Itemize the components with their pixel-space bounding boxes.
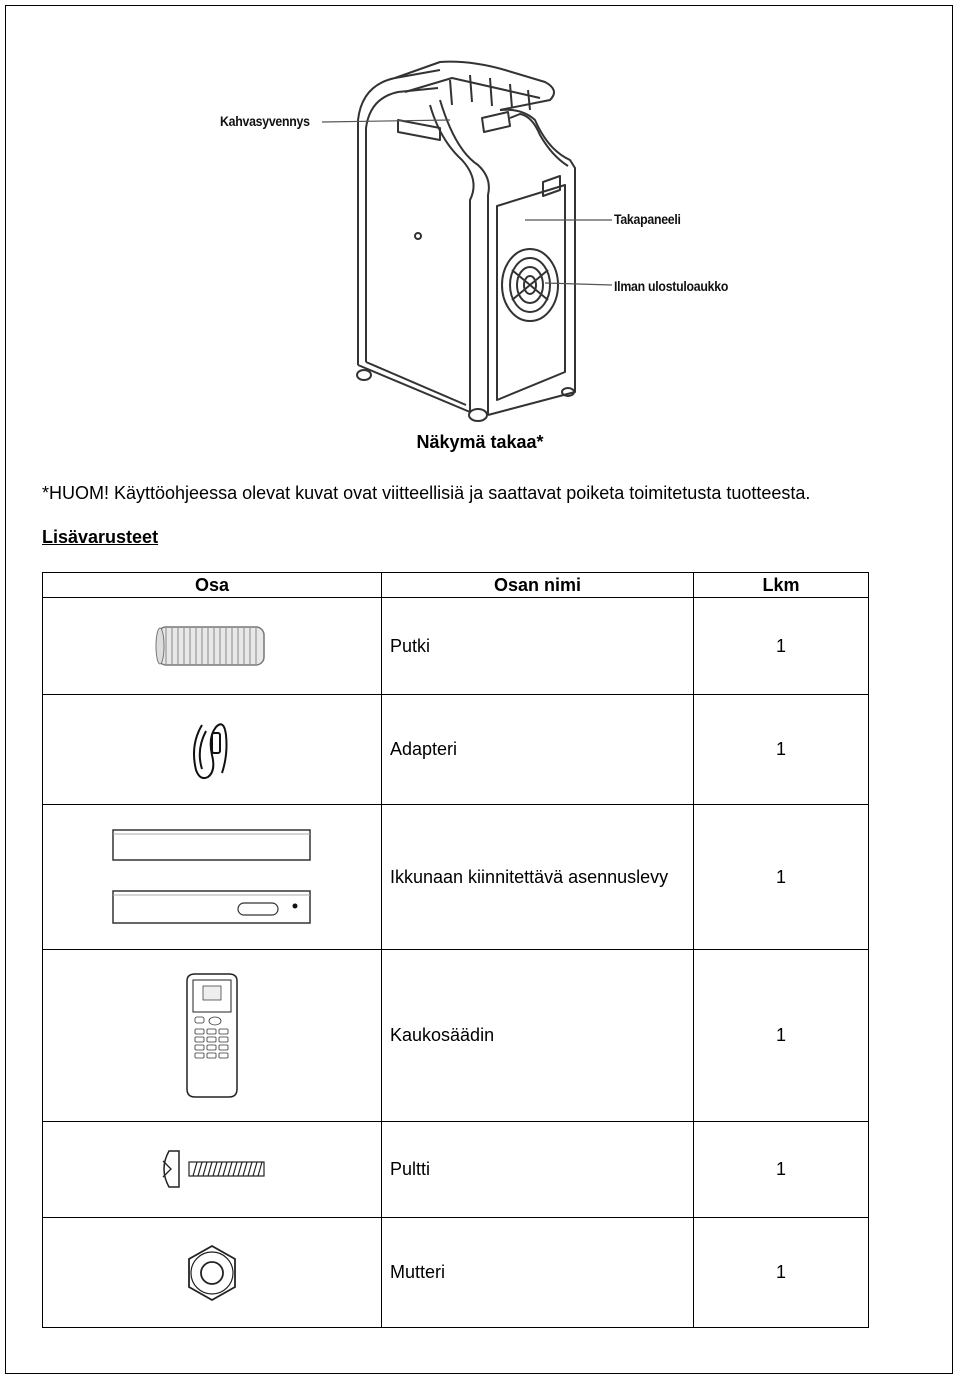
header-part-name: Osan nimi — [382, 573, 694, 598]
part-image-cell — [43, 950, 382, 1122]
bolt-icon — [157, 1147, 267, 1192]
table-row — [43, 950, 869, 1122]
part-qty: 1 — [694, 598, 869, 695]
air-conditioner-drawing — [0, 0, 960, 430]
figure-caption: Näkymä takaa* — [416, 432, 544, 452]
part-image-cell — [43, 1122, 382, 1218]
part-qty: 1 — [694, 1218, 869, 1328]
part-name: Putki — [382, 598, 694, 695]
part-name: Pultti — [382, 1122, 694, 1218]
header-part: Osa — [43, 573, 382, 598]
label-back-panel: Takapaneeli — [614, 211, 681, 227]
part-qty: 1 — [694, 805, 869, 950]
part-image-cell — [43, 695, 382, 805]
part-image-cell — [43, 805, 382, 950]
table-row — [43, 805, 869, 950]
remote-control-icon — [181, 971, 243, 1101]
part-image-cell — [43, 598, 382, 695]
part-qty: 1 — [694, 695, 869, 805]
adapter-cable-icon — [182, 715, 242, 785]
part-qty: 1 — [694, 950, 869, 1122]
part-image-cell — [43, 1218, 382, 1328]
part-name: Mutteri — [382, 1218, 694, 1328]
hose-icon — [152, 621, 272, 671]
part-qty: 1 — [694, 1122, 869, 1218]
section-title: Lisävarusteet — [42, 527, 159, 547]
part-name: Adapteri — [382, 695, 694, 805]
table-row — [43, 695, 869, 805]
table-row — [43, 1218, 869, 1328]
window-plate-icon — [110, 825, 315, 930]
table-header-row — [43, 573, 869, 598]
label-handle-recess: Kahvasyvennys — [220, 113, 310, 129]
accessories-table — [42, 572, 869, 1328]
nut-icon — [182, 1243, 242, 1303]
table-row — [43, 1122, 869, 1218]
label-air-outlet: Ilman ulostuloaukko — [614, 278, 729, 294]
table-row — [43, 598, 869, 695]
header-qty: Lkm — [694, 573, 869, 598]
back-view-diagram — [0, 0, 960, 430]
note-text: *HUOM! Käyttöohjeessa olevat kuvat ovat viitteellisiä ja saattavat poiketa toimitetusta tuotteesta. — [42, 483, 811, 503]
part-name: Kaukosäädin — [382, 950, 694, 1122]
part-name: Ikkunaan kiinnitettävä asennuslevy — [382, 805, 694, 950]
